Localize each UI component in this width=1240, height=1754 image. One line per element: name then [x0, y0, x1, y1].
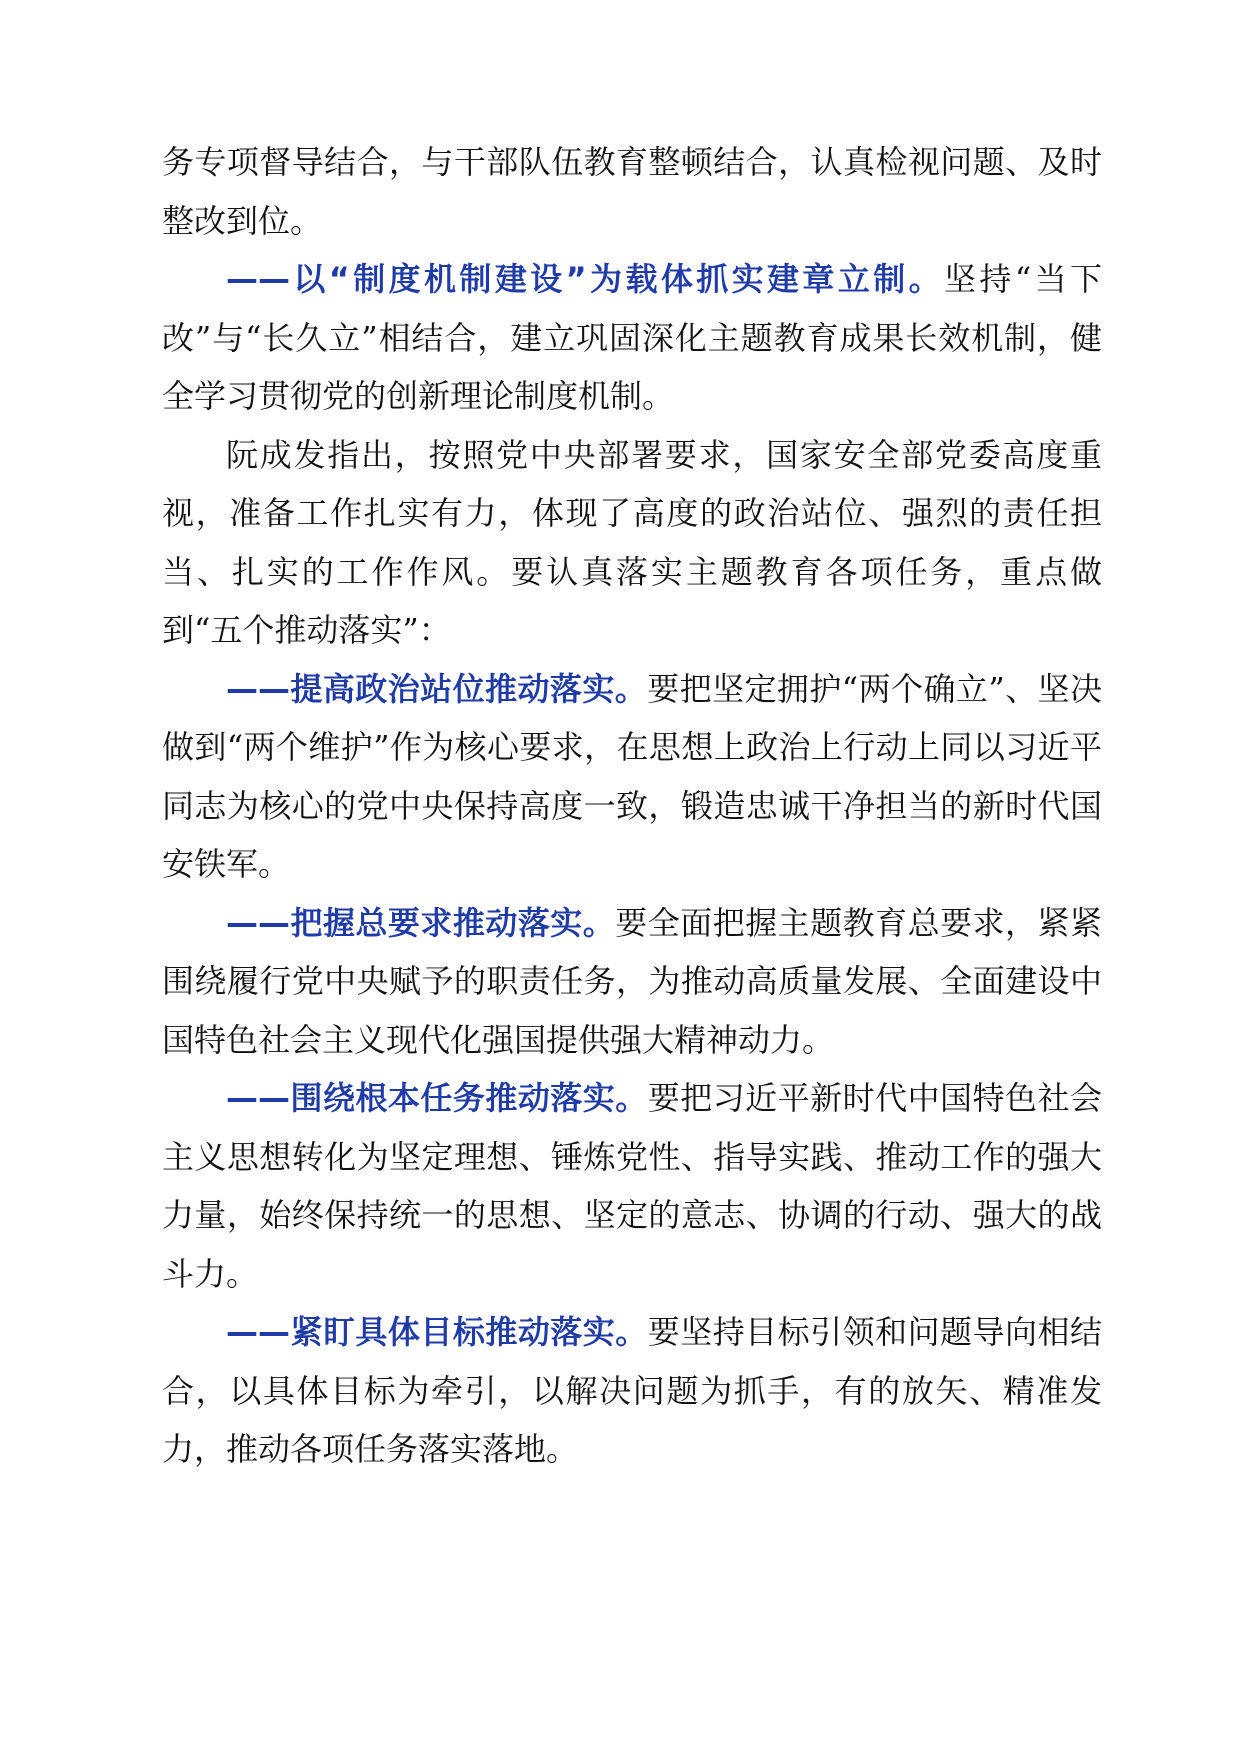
paragraph: [162, 426, 1102, 660]
paragraph-lead: ——围绕根本任务推动落实。: [226, 1079, 648, 1117]
paragraph-lead: ——以“制度机制建设”为载体抓实建章立制。: [226, 260, 945, 298]
paragraph-lead: ——把握总要求推动落实。: [226, 903, 616, 942]
paragraph: [162, 894, 1102, 1070]
paragraph-text: 阮成发指出，按照党中央部署要求，国家安全部党委高度重视，准备工作扎实有力，体现了高度的政治站位、强烈的责任担当、扎实的工作作风。要认真落实主题教育各项任务，重点做到“五个推动落实”：: [162, 435, 1102, 649]
paragraph: [162, 133, 1102, 250]
paragraph-text: 要把坚定拥护“两个确立”、坚决做到“两个维护”作为核心要求，在思想上政治上行动上同以习近平同志为核心的党中央保持高度一致，锻造忠诚干净担当的新时代国安铁军。: [162, 669, 1102, 883]
paragraph-lead: ——提高政治站位推动落实。: [226, 669, 648, 708]
paragraph: [162, 1069, 1102, 1303]
paragraph: [162, 660, 1102, 894]
paragraph-lead: ——紧盯具体目标推动落实。: [226, 1313, 648, 1351]
paragraph-text: 务专项督导结合，与干部队伍教育整顿结合，认真检视问题、及时整改到位。: [162, 143, 1102, 240]
paragraph: [162, 1303, 1102, 1479]
paragraph-text: 坚持“当下改”与“长久立”相结合，建立巩固深化主题教育成果长效机制，健全学习贯彻党的创新理论制度机制。: [162, 260, 1102, 415]
paragraph-text: 要坚持目标引领和问题导向相结合，以具体目标为牵引，以解决问题为抓手，有的放矢、精准发力，推动各项任务落实落地。: [162, 1313, 1102, 1468]
paragraph-text: 要全面把握主题教育总要求，紧紧围绕履行党中央赋予的职责任务，为推动高质量发展、全面建设中国特色社会主义现代化强国提供强大精神动力。: [162, 903, 1102, 1059]
paragraph: [162, 250, 1102, 426]
paragraph-text: 要把习近平新时代中国特色社会主义思想转化为坚定理想、锤炼党性、指导实践、推动工作的强大力量，始终保持统一的思想、坚定的意志、协调的行动、强大的战斗力。: [162, 1079, 1102, 1293]
document-body: [162, 133, 1102, 1479]
